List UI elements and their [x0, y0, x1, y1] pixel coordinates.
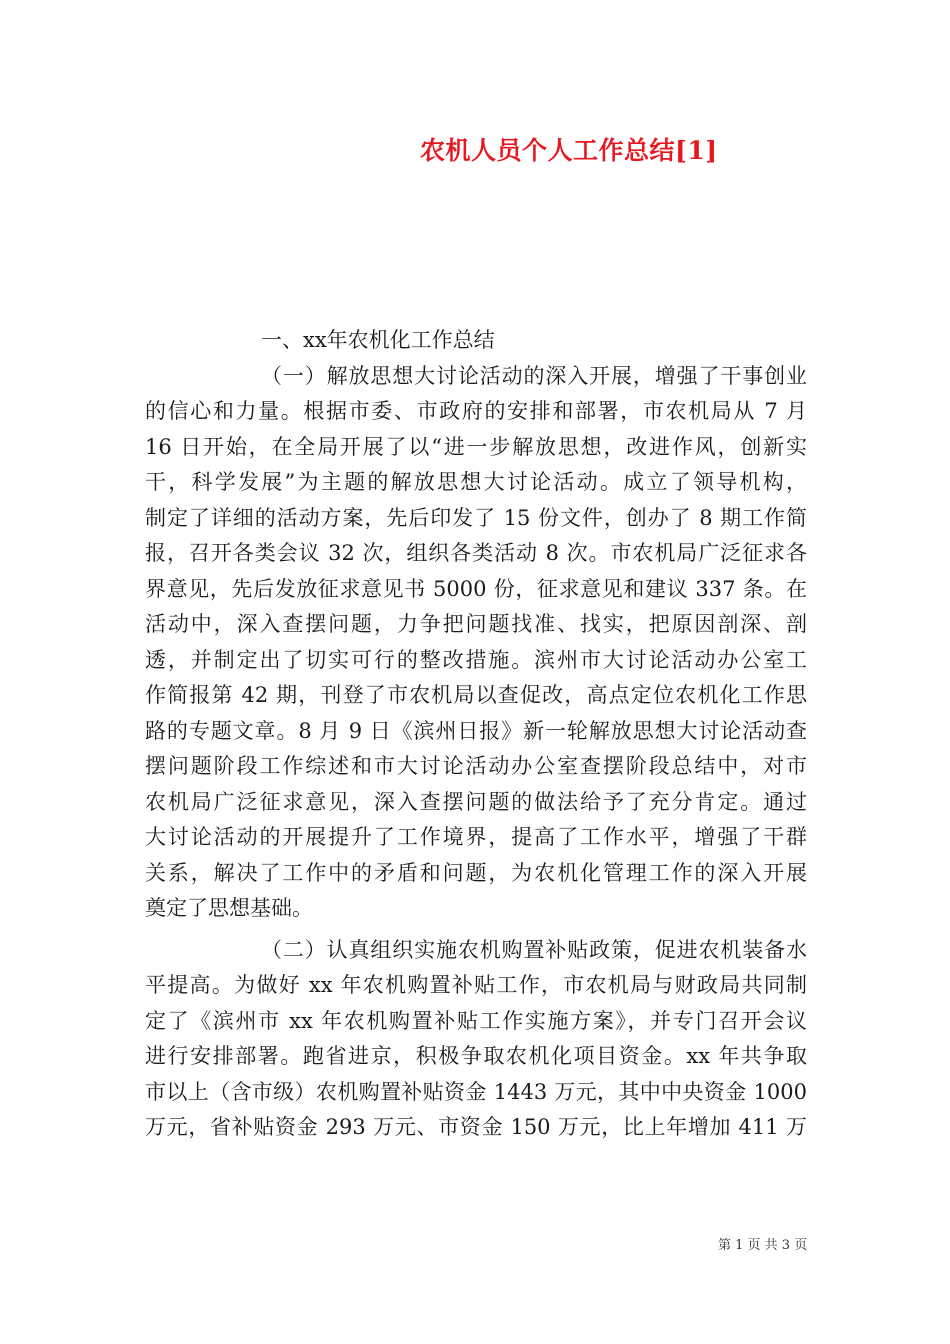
- document-body: [145, 323, 807, 1146]
- paragraph-line: 干，科学发展”为主题的解放思想大讨论活动。成立了领导机构，: [145, 470, 807, 494]
- paragraph-line: 报，召开各类会议 32 次，组织各类活动 8 次。市农机局广泛征求各: [145, 541, 807, 565]
- paragraph-line: 界意见，先后发放征求意见书 5000 份，征求意见和建议 337 条。在: [145, 576, 807, 601]
- paragraph-line: 平提高。为做好 xx 年农机购置补贴工作，市农机局与财政局共同制: [145, 973, 807, 997]
- paragraph-line: （一）解放思想大讨论活动的深入开展，增强了干事创业: [261, 363, 807, 388]
- paragraph-line: 关系，解决了工作中的矛盾和问题，为农机化管理工作的深入开展: [145, 860, 807, 885]
- paragraph-line: 市以上（含市级）农机购置补贴资金 1443 万元，其中中央资金 1000: [145, 1079, 807, 1104]
- page-number-footer: 第 1 页 共 3 页: [718, 1238, 808, 1253]
- paragraph-line: 的信心和力量。根据市委、市政府的安排和部署，市农机局从 7 月: [145, 399, 807, 423]
- paragraph-line: 大讨论活动的开展提升了工作境界，提高了工作水平，增强了干群: [145, 825, 807, 849]
- paragraph-line: 万元，省补贴资金 293 万元、市资金 150 万元，比上年增加 411 万: [145, 1115, 807, 1139]
- section-heading: 一、xx年农机化工作总结: [261, 328, 495, 352]
- document-title: 农机人员个人工作总结[1]: [420, 136, 718, 165]
- paragraph-line: 作简报第 42 期，刊登了市农机局以查促改，高点定位农机化工作思: [145, 683, 807, 707]
- paragraph-line: 进行安排部署。跑省进京，积极争取农机化项目资金。xx 年共争取: [145, 1044, 807, 1068]
- paragraph-line: 16 日开始，在全局开展了以“进一步解放思想，改进作风，创新实: [145, 434, 807, 459]
- paragraph-line: 农机局广泛征求意见，深入查摆问题的做法给予了充分肯定。通过: [145, 789, 807, 814]
- paragraph-line: 路的专题文章。8 月 9 日《滨州日报》新一轮解放思想大讨论活动查: [145, 718, 807, 743]
- paragraph-line: 奠定了思想基础。: [145, 896, 313, 920]
- paragraph-line: 定了《滨州市 xx 年农机购置补贴工作实施方案》，并专门召开会议: [145, 1008, 807, 1033]
- paragraph-line: 摆问题阶段工作综述和市大讨论活动办公室查摆阶段总结中，对市: [145, 754, 807, 778]
- paragraph-line: 活动中，深入查摆问题，力争把问题找准、找实，把原因剖深、剖: [145, 612, 807, 636]
- paragraph-line: 制定了详细的活动方案，先后印发了 15 份文件，创办了 8 期工作简: [145, 505, 807, 530]
- paragraph-line: 透，并制定出了切实可行的整改措施。滨州市大讨论活动办公室工: [145, 647, 807, 672]
- paragraph-line: （二）认真组织实施农机购置补贴政策，促进农机装备水: [261, 937, 807, 962]
